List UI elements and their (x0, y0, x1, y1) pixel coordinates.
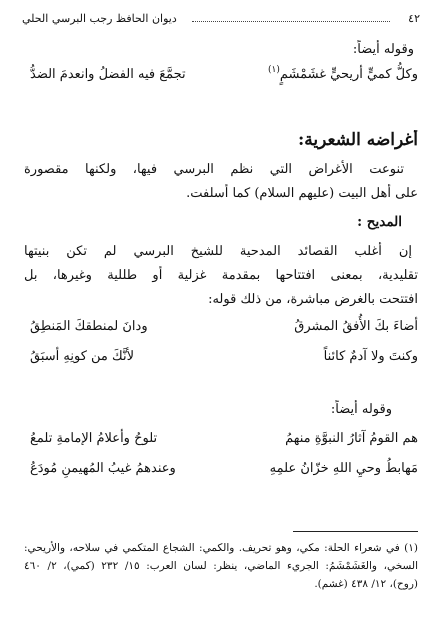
hemistich-right: أضاءَ بكَ الأُفقُ المشرقُ (294, 319, 418, 334)
page-number: ٤٢ (408, 12, 420, 25)
verse-intro-2: وقوله أيضاً: (330, 402, 392, 417)
paragraph-2-line-3: افتتحت بالغرض مباشرة، من ذلك قوله: (208, 292, 418, 307)
header-dot-leader (192, 21, 390, 22)
hemistich-right: وكلُّ كميٍّ أريحيٍّ غشَمْشَمٍ$^{(١)}$ (267, 65, 418, 82)
hemistich-left: تلوحُ وأعلامُ الإمامةِ تلمعُ (30, 431, 158, 446)
footnote-line-2: السخي، والغَشَمْشَمُ: الجريء الماضي، ينظر: لسان العرب: ١٥/ ٢٣٢ (كمي)، ٢/ ٤٦٠ (24, 560, 418, 572)
hemistich-right: مَهابطُ وحيِ اللهِ خزّانُ علمِهِ (269, 461, 418, 476)
paragraph-2-line-1: إن أغلب القصائد المدحية للشيخ البرسي لم تكن بنيتها (24, 244, 412, 259)
hemistich-left: تجمَّعَ فيه الفضلُ وانعدمَ الضدُّ (30, 67, 186, 82)
subheading-madih: المديح : (357, 214, 402, 230)
section-title: أغراضه الشعرية: (298, 130, 418, 150)
verse-line-1 (30, 64, 418, 86)
hemistich-right: هم القومُ آثارُ النبوَّةِ منهمُ (285, 431, 418, 446)
footnote-separator (293, 531, 418, 532)
footnote-line-3: (روح)، ١٢/ ٤٣٨ (غشم). (314, 578, 418, 590)
verse-line-3 (30, 346, 418, 368)
running-header (22, 10, 420, 28)
hemistich-left: وعندهمُ غيبُ المُهيمنِ مُودَعُ (30, 461, 176, 476)
running-title: ديوان الحافظ رجب البرسي الحلي (22, 12, 177, 25)
hemistich-right: وكنتَ ولا آدمٌ كائناً (323, 349, 418, 364)
verse-line-2 (30, 316, 418, 338)
footnote-line-1: (١) في شعراء الحلة: مكي، وهو تحريف. والكمي: الشجاع المتكمي في سلاحه، والأريحي: (24, 542, 418, 554)
paragraph-1-line-2: على أهل البيت (عليهم السلام) كما أسلفت. (186, 186, 418, 201)
footnote-marker: (١) (267, 65, 280, 75)
verse-line-4 (30, 428, 418, 450)
verse-line-5 (30, 458, 418, 480)
paragraph-2-line-2: تقليدية، بمعنى افتتاحها بمقدمة غزلية أو طللية وغيرها، بل (24, 268, 418, 283)
hemistich-left: ودانَ لمنطقكَ المَنطِقُ (30, 319, 148, 334)
paragraph-1-line-1: تنوعت الأغراض التي نظم البرسي فيها، ولكنها مقصورة (24, 162, 404, 177)
hemistich-left: لأنَّكَ من كونِهِ أسبَقُ (30, 349, 135, 364)
verse-intro-1: وقوله أيضاً: (352, 42, 414, 57)
